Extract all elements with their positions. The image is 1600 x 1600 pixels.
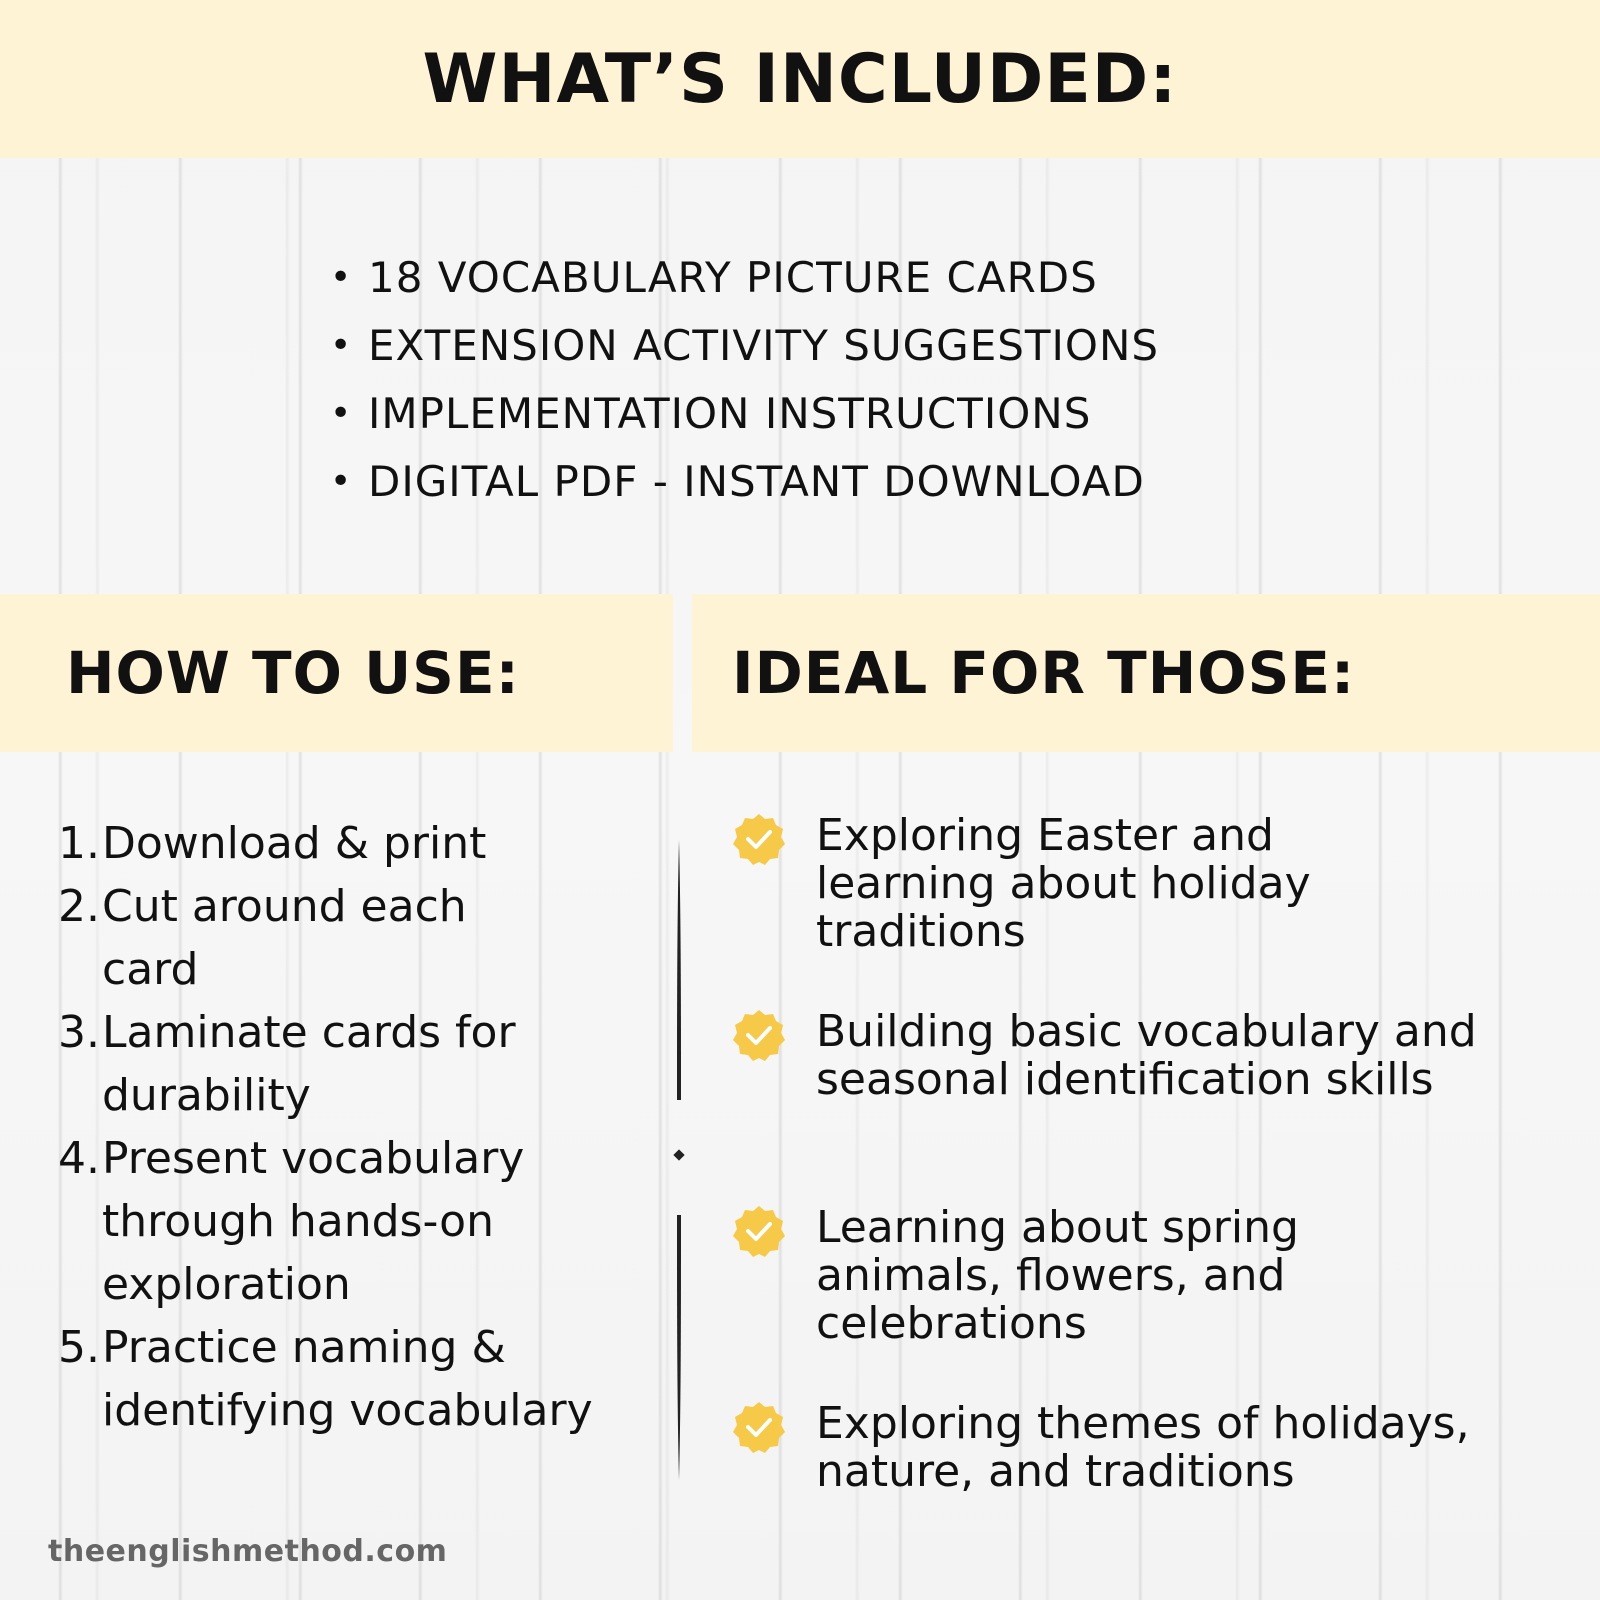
ideal-for-list (732, 812, 1572, 1596)
step-number: 1. (58, 818, 100, 869)
ideal-for-heading: IDEAL FOR THOSE: (732, 639, 1356, 707)
check-circle-icon (732, 812, 786, 866)
header-band (0, 0, 1600, 158)
step-text: Present vocabulary through hands-on exploration (102, 1133, 525, 1310)
check-circle-icon (732, 1008, 786, 1062)
included-list (330, 244, 1530, 516)
included-item (330, 312, 1530, 380)
step-item (40, 812, 660, 875)
how-to-use-band (0, 594, 673, 752)
how-to-use-steps (40, 812, 660, 1442)
step-number: 4. (58, 1133, 100, 1184)
bullet-icon: • (330, 325, 353, 366)
included-item-text: EXTENSION ACTIVITY SUGGESTIONS (368, 321, 1160, 370)
step-text: Laminate cards for durability (102, 1007, 516, 1121)
ideal-item-text: Building basic vocabulary and seasonal identification skills (816, 1006, 1477, 1105)
step-text: Practice naming & identifying vocabulary (102, 1322, 593, 1436)
step-number: 3. (58, 1007, 100, 1058)
step-item (40, 875, 560, 1001)
website-footer: theenglishmethod.com (48, 1534, 448, 1569)
ideal-item-text: Exploring Easter and learning about holiday traditions (816, 810, 1311, 957)
ideal-item (732, 812, 1572, 1008)
column-divider (668, 840, 690, 1480)
step-item (40, 1316, 620, 1442)
included-item-text: 18 VOCABULARY PICTURE CARDS (368, 253, 1098, 302)
included-item-text: DIGITAL PDF - INSTANT DOWNLOAD (368, 457, 1145, 506)
step-number: 5. (58, 1322, 100, 1373)
ideal-item (732, 1008, 1572, 1204)
step-text: Cut around each card (102, 881, 467, 995)
bullet-icon: • (330, 461, 353, 502)
check-circle-icon (732, 1204, 786, 1258)
ideal-item-text: Learning about spring animals, flowers, and celebrations (816, 1202, 1299, 1349)
page-title: WHAT’S INCLUDED: (422, 39, 1178, 119)
included-item (330, 448, 1530, 516)
step-item (40, 1127, 640, 1316)
ideal-item-text: Exploring themes of holidays, nature, and traditions (816, 1398, 1470, 1497)
included-item-text: IMPLEMENTATION INSTRUCTIONS (368, 389, 1092, 438)
included-item (330, 244, 1530, 312)
step-number: 2. (58, 881, 100, 932)
how-to-use-heading: HOW TO USE: (66, 639, 520, 707)
included-item (330, 380, 1530, 448)
bullet-icon: • (330, 257, 353, 298)
ideal-for-band (692, 594, 1600, 752)
step-item (40, 1001, 620, 1127)
check-circle-icon (732, 1400, 786, 1454)
ideal-item (732, 1400, 1572, 1596)
step-text: Download & print (102, 818, 487, 869)
bullet-icon: • (330, 393, 353, 434)
ideal-item (732, 1204, 1572, 1400)
